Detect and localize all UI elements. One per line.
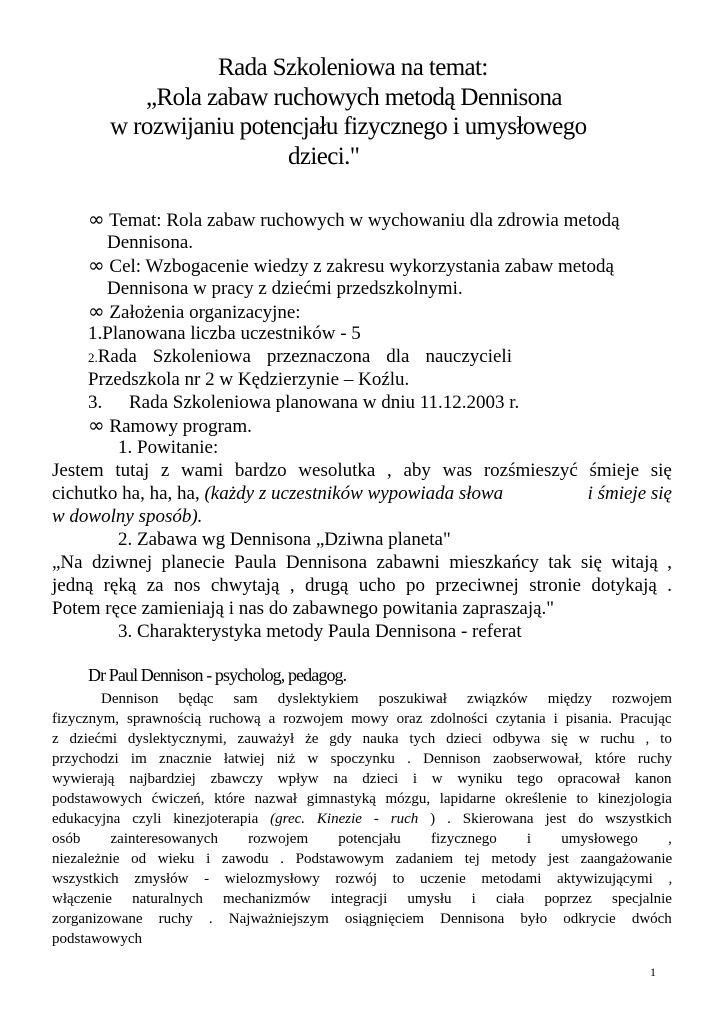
point-2-word: przeznaczona — [266, 346, 371, 367]
program-2-line-2 — [52, 574, 672, 597]
p1-word: , — [387, 460, 392, 481]
title-line-3: w rozwijaniu potencjału fizycznego i umysłowego — [110, 113, 587, 140]
p2-word: ucho — [358, 575, 396, 596]
program-3-heading: 3. Charakterystyka metody Paula Dennisona - referat — [118, 621, 522, 642]
temat-line-2: Dennisona. — [107, 232, 194, 253]
section-body-line: przychodzi im znacznie łatwiej niż w spoczynku . Dennison zaobserwował, które ruchy — [52, 751, 673, 767]
point-1: 1.Planowana liczba uczestników - 5 — [88, 323, 361, 344]
point-3 — [88, 391, 519, 414]
p1-word: was — [442, 460, 473, 481]
section-body-line-7 — [52, 809, 672, 829]
p1-word: tutaj — [115, 460, 150, 481]
p2-word: dziwnej — [91, 552, 153, 573]
title-line-4: dzieci." — [288, 143, 360, 170]
p2-word: Dennisona — [285, 552, 368, 573]
program-2-heading: 2. Zabawa wg Dennisona „Dziwna planeta" — [118, 529, 451, 550]
section-body-line: wszystkich zmysłów - wielozmysłowy rozwój to uczenie metodami aktywizującymi , — [52, 871, 673, 887]
p1-line2-normal: cichutko ha, ha, ha, — [52, 483, 200, 504]
temat-text: Temat: Rola zabaw ruchowych w wychowaniu dla zdrowia metodą — [109, 210, 620, 231]
title-line-2: „Rola zabaw ruchowych metodą Dennisona — [146, 84, 562, 111]
section-body-line: wywierają najbardziej zbawczy wpływ na dzieci i w wyniku tego opracował kanon — [52, 771, 672, 787]
point-2-word: Szkoleniowa — [152, 346, 251, 367]
p2-word: stronie — [529, 575, 581, 596]
section-body-line: podstawowych ćwiczeń, które nazwał gimnastyką mózgu, lapidarne określenie to kinezjologia — [52, 791, 672, 807]
cel-text: Cel: Wzbogacenie wiedzy z zakresu wykorzystania zabaw metodą — [109, 256, 614, 277]
infinity-bullet-icon: ∞ — [88, 299, 105, 323]
p2-word: mieszkańcy — [449, 552, 539, 573]
program-2-line-1 — [52, 551, 672, 574]
p2-word: dotykają — [591, 575, 657, 596]
section-heading: Dr Paul Dennison - psycholog, pedagog. — [88, 665, 347, 685]
point-2-word: Rada — [97, 346, 137, 367]
p1-word: wesolutka — [298, 460, 376, 481]
p2-word: się — [580, 552, 602, 573]
p2-word: przeciwnej — [435, 575, 519, 596]
temat-line-1 — [88, 208, 620, 232]
section-body-line: Dennison będąc sam dyslektykiem poszukiwał związków między rozwojem — [101, 691, 672, 707]
p2-word: drugą — [305, 575, 349, 596]
title-line-1: Rada Szkoleniowa na temat: — [218, 54, 488, 81]
p2-word: , — [667, 552, 672, 573]
p1-word: się — [650, 460, 672, 481]
line7-before: edukacyjna czyli kinezjoterapia — [52, 811, 259, 827]
p1-word: śmieje — [589, 460, 640, 481]
section-body-line: podstawowych — [52, 931, 142, 947]
p2-word: „Na — [52, 552, 83, 573]
infinity-bullet-icon: ∞ — [88, 253, 105, 277]
p2-word: witają — [611, 552, 658, 573]
zalozenia-line — [88, 300, 301, 324]
p2-word: jedną — [52, 575, 94, 596]
section-body-line: zorganizowane ruchy . Najważniejszym osiągnięciem Dennisona było odkrycie dwóch — [52, 911, 672, 927]
ramowy-text: Ramowy program. — [109, 416, 252, 437]
p1-word: bardzo — [234, 460, 287, 481]
p1-word: Jestem — [52, 460, 104, 481]
section-body-line: osób zainteresowanych rozwojem potencjału fizycznego i umysłowego , — [52, 831, 672, 847]
program-1-heading: 1. Powitanie: — [118, 437, 219, 458]
cel-line-1 — [88, 254, 614, 278]
p2-word: po — [406, 575, 426, 596]
p2-word: chwytają — [210, 575, 280, 596]
p1-word: rozśmieszyć — [483, 460, 578, 481]
infinity-bullet-icon: ∞ — [88, 413, 105, 437]
point-2-line-2: Przedszkola nr 2 w Kędzierzynie – Koźlu. — [88, 369, 410, 390]
p2-word: za — [146, 575, 164, 596]
cel-line-2: Dennisona w pracy z dziećmi przedszkolnymi. — [107, 278, 463, 299]
p2-word: zabawni — [376, 552, 440, 573]
zalozenia-text: Założenia organizacyjne: — [109, 302, 301, 323]
p2-word: Paula — [234, 552, 277, 573]
section-body-line: fizycznym, sprawnością ruchową a rozwojem mowy oraz zdolności czytania i pisania. Pracując — [52, 711, 672, 727]
p1-word: aby — [403, 460, 431, 481]
p1-line2-italic-a: (każdy z uczestników wypowiada słowa — [204, 483, 504, 504]
point-2-number: 2. — [88, 350, 98, 365]
program-1-line-2 — [52, 482, 672, 505]
p2-word: nos — [174, 575, 201, 596]
point-2-word: nauczycieli — [425, 346, 512, 367]
p2-word: planecie — [161, 552, 225, 573]
program-1-line-1 — [52, 459, 672, 482]
point-3-number: 3. — [88, 392, 103, 413]
p2-word: , — [289, 575, 295, 596]
section-body-line: niezależnie od wieku i zawodu . Podstawowym zadaniem tej metody jest zaangażowanie — [52, 851, 673, 867]
program-2-line-3: Potem ręce zamieniają i nas do zabawnego powitania zapraszają." — [52, 598, 555, 619]
point-2-word: dla — [386, 346, 410, 367]
point-3-text: Rada Szkoleniowa planowana w dniu 11.12.2003 r. — [129, 392, 520, 413]
p2-word: . — [667, 575, 672, 596]
p2-word: tak — [548, 552, 572, 573]
point-2-line-1 — [88, 345, 512, 369]
p2-word: ręką — [103, 575, 137, 596]
p1-word: z — [160, 460, 170, 481]
p1-line2-italic-b: i śmieje się — [587, 483, 672, 504]
section-body-line: włączenie naturalnych mechanizmów integracji umysłu i ciała poprzez specjalnie — [52, 891, 672, 907]
page-number: 1 — [650, 965, 656, 979]
line7-after: ) . Skierowana jest do wszystkich — [430, 811, 672, 827]
infinity-bullet-icon: ∞ — [88, 207, 105, 231]
section-body-line: z dziećmi dyslektycznymi, zauważył że gdy nauka tych dzieci odbywa się w ruchu , to — [52, 731, 672, 747]
p1-word: wami — [181, 460, 224, 481]
ramowy-line — [88, 414, 252, 438]
program-1-line-3: w dowolny sposób). — [52, 506, 203, 527]
line7-italic: (grec. Kinezie - ruch — [270, 811, 419, 827]
